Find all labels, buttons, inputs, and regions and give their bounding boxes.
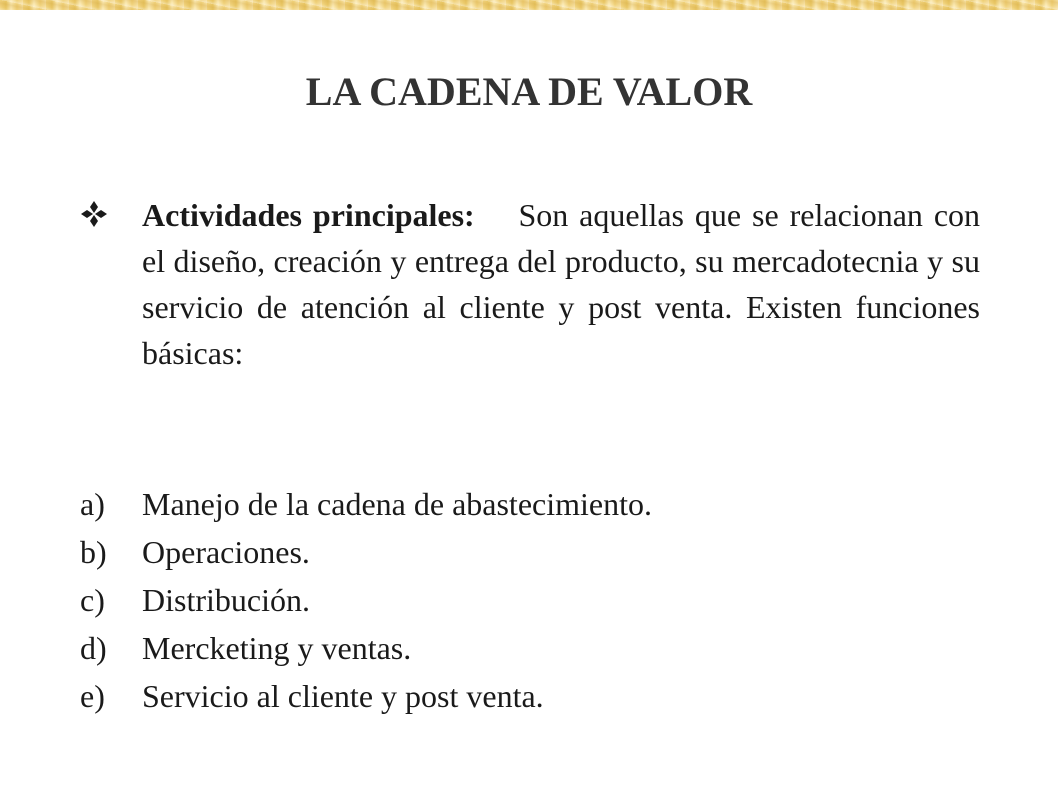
list-item <box>80 672 980 720</box>
list-item <box>80 528 980 576</box>
list-marker: e) <box>80 678 105 714</box>
list-item <box>80 576 980 624</box>
list-item-text: Servicio al cliente y post venta. <box>142 678 544 714</box>
bullet-text <box>142 192 980 376</box>
list-item-text: Mercketing y ventas. <box>142 630 412 666</box>
decorative-top-border <box>0 0 1058 10</box>
list-marker: c) <box>80 582 105 618</box>
list-marker: d) <box>80 630 107 666</box>
list-item <box>80 480 980 528</box>
list-item-text: Distribución. <box>142 582 310 618</box>
slide-title: LA CADENA DE VALOR <box>305 69 753 114</box>
list-marker: b) <box>80 534 107 570</box>
list-item <box>80 624 980 672</box>
list-item-text: Operaciones. <box>142 534 310 570</box>
bullet-body: Son aquellas que se relacionan con el diseño, creación y entrega del producto, su mercadotecnia y su servicio de atención al cliente y post venta. Existen funciones básicas: <box>142 197 981 371</box>
bullet-lead: Actividades principales: <box>142 197 475 233</box>
diamond-bullet-icon <box>80 200 108 228</box>
functions-list <box>80 480 980 720</box>
list-marker: a) <box>80 486 105 522</box>
list-item-text: Manejo de la cadena de abastecimiento. <box>142 486 652 522</box>
